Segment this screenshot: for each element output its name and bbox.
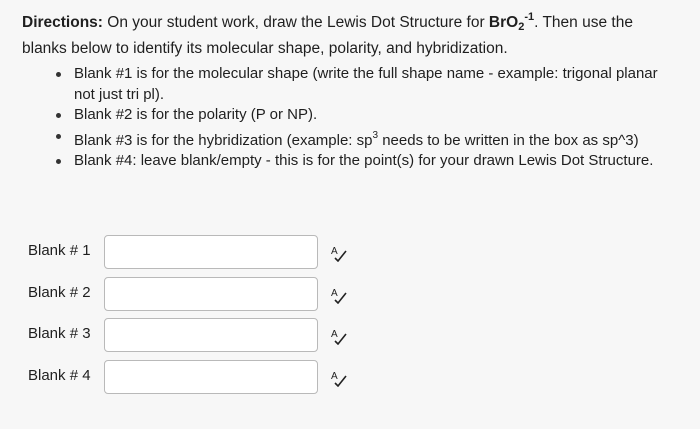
- bullet-icon: [56, 159, 61, 164]
- instruction-text-after: needs to be written in the box as sp^3): [378, 131, 639, 149]
- svg-text:A: A: [331, 329, 338, 340]
- blank-4-input[interactable]: [104, 360, 318, 394]
- instructions-list: [52, 64, 662, 172]
- blank-label: Blank # 1: [28, 242, 91, 259]
- svg-text:A: A: [331, 371, 338, 382]
- bullet-icon: [56, 113, 61, 118]
- bullet-icon: [56, 72, 61, 77]
- blank-label: Blank # 3: [28, 325, 91, 342]
- blank-label: Blank # 4: [28, 367, 91, 384]
- instruction-text: Blank #3 is for the hybridization (example: sp: [74, 131, 373, 149]
- blank-3-input[interactable]: [104, 318, 318, 352]
- instruction-item: [52, 64, 662, 105]
- instruction-item: [52, 105, 662, 126]
- instruction-item: [52, 126, 662, 152]
- instruction-superscript: 3: [372, 129, 379, 141]
- directions-text-after: . Then use the blanks below to identify its molecular shape, polarity, and hybridization.: [22, 14, 633, 57]
- blank-row-3: [28, 318, 368, 354]
- instruction-text: Blank #2 is for the polarity (P or NP).: [74, 106, 318, 123]
- blank-row-2: [28, 277, 368, 313]
- directions-text-before: On your student work, draw the Lewis Dot Structure for: [102, 14, 489, 31]
- spellcheck-icon[interactable]: [330, 327, 348, 345]
- formula-subscript: 2: [518, 21, 525, 33]
- directions-lead: Directions:: [22, 14, 103, 31]
- blank-1-input[interactable]: [104, 235, 318, 269]
- chemical-formula: [488, 11, 535, 33]
- spellcheck-icon[interactable]: [330, 244, 348, 262]
- svg-text:A: A: [331, 246, 338, 257]
- blank-row-1: [28, 235, 368, 271]
- formula-base: BrO: [488, 14, 519, 31]
- blank-label: Blank # 2: [28, 284, 91, 301]
- spellcheck-icon[interactable]: [330, 286, 348, 304]
- instruction-text: Blank #4: leave blank/empty - this is for the point(s) for your drawn Lewis Dot Structure.: [74, 152, 654, 169]
- svg-text:A: A: [331, 288, 338, 299]
- instruction-text: Blank #1 is for the molecular shape (write the full shape name - example: trigonal planar not just tri pl).: [74, 65, 658, 103]
- instruction-item: [52, 151, 662, 172]
- bullet-icon: [56, 134, 61, 139]
- blank-2-input[interactable]: [104, 277, 318, 311]
- directions-text: [22, 6, 682, 60]
- formula-charge: -1: [524, 11, 535, 23]
- blank-row-4: [28, 360, 368, 396]
- spellcheck-icon[interactable]: [330, 369, 348, 387]
